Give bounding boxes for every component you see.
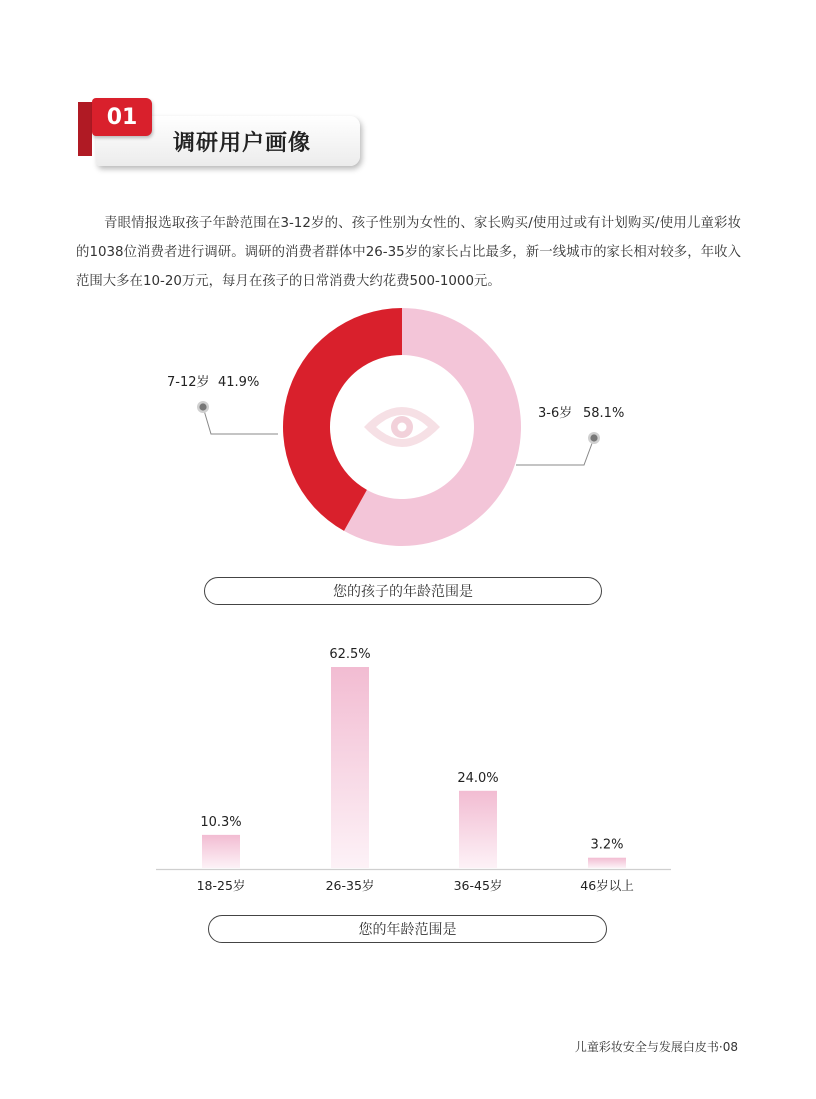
bar-2 (459, 791, 497, 868)
page-footer: 儿童彩妆安全与发展白皮书·08 (574, 1040, 738, 1054)
bar-3 (588, 858, 626, 868)
bar-value-label-1: 62.5% (329, 647, 371, 662)
section-title: 调研用户画像 (173, 131, 312, 156)
slice-value-0: 58.1% (583, 406, 625, 421)
bar-value-label-3: 3.2% (590, 837, 624, 853)
section-number: 01 (92, 98, 152, 136)
bar-value-label-0: 10.3% (200, 814, 242, 830)
bar-category-label-0: 18-25岁 (196, 878, 246, 893)
bar-1 (331, 667, 369, 868)
bar-category-label-1: 26-35岁 (325, 878, 375, 893)
bar-category-label-3: 46岁以上 (580, 878, 634, 893)
bar-chart-title: 您的年龄范围是 (208, 915, 607, 943)
intro-paragraph: 青眼情报选取孩子年龄范围在3-12岁的、孩子性别为女性的、家长购买/使用过或有计划购买/使用儿童彩妆的1038位消费者进行调研。调研的消费者群体中26-35岁的家长占比最多，新一线城市的家长相对较多，年收入范围大多在10-20万元，每月在孩子的日常消费大约花费500-1000元。 (76, 216, 741, 289)
bar-value-label-2: 24.0% (457, 770, 499, 786)
slice-label-1: 7-12岁 (167, 375, 210, 390)
bar-category-label-2: 36-45岁 (453, 878, 503, 893)
slice-value-1: 41.9% (218, 375, 260, 390)
bar-0 (202, 835, 240, 868)
slice-label-0: 3-6岁 (538, 406, 573, 421)
donut-chart-title: 您的孩子的年龄范围是 (204, 577, 602, 605)
